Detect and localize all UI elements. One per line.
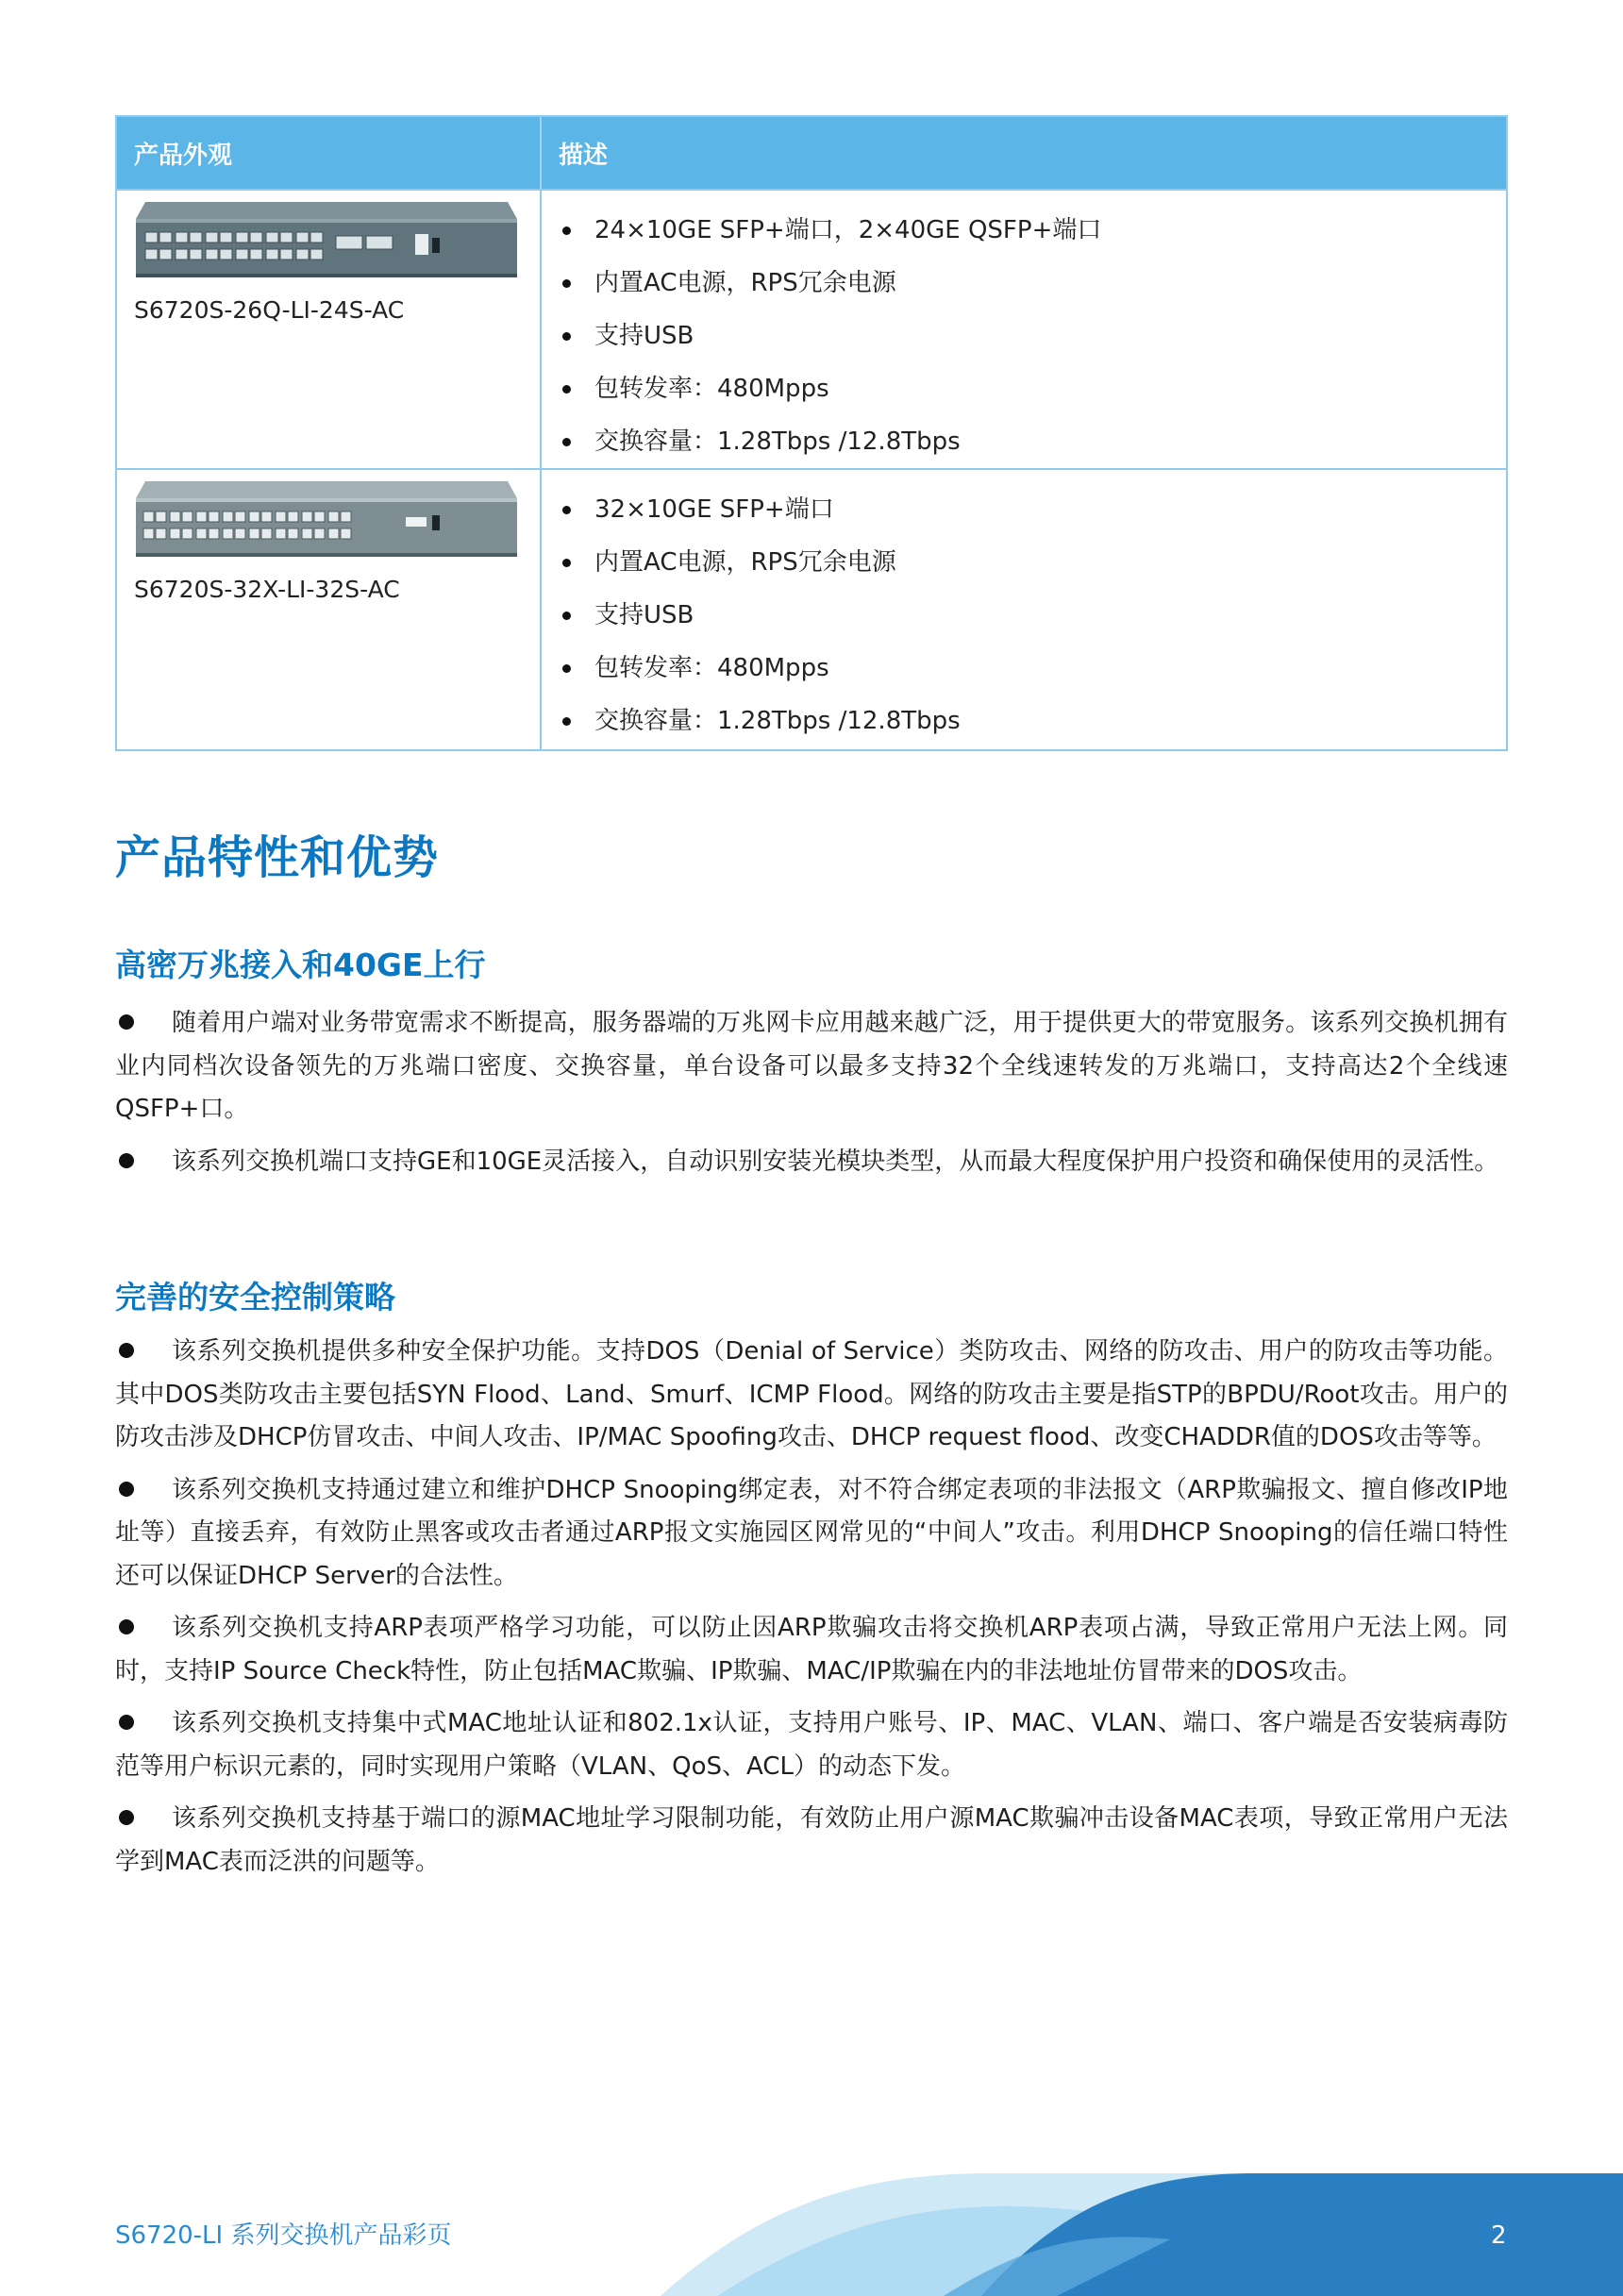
spec-item bbox=[542, 695, 1506, 747]
spec-item bbox=[542, 536, 1506, 589]
bullet-icon bbox=[562, 612, 571, 620]
subsection-heading: 完善的安全控制策略 bbox=[115, 1279, 395, 1316]
paragraph-text: 该系列交换机提供多种安全保护功能。支持DOS（Denial of Service）类防攻击、网络的防攻击、用户的防攻击等功能。其中DOS类防攻击主要包括SYN Flood、Land、Smurf、ICMP Flood。网络的防攻击主要是指STP的BPDU/Root攻击。用户的防攻击涉及DHCP仿冒攻击、中间人攻击、IP/MAC Spoofing攻击、DHCP request flood、改变CHADDR值的DOS攻击等等。 bbox=[115, 1337, 1508, 1451]
spec-list bbox=[542, 470, 1506, 747]
switch-image bbox=[132, 198, 521, 281]
spec-item bbox=[542, 257, 1506, 310]
feature-paragraph bbox=[115, 1331, 1508, 1460]
footer-document-title: S6720-LI 系列交换机产品彩页 bbox=[115, 2221, 452, 2250]
header-appearance: 产品外观 bbox=[117, 117, 542, 189]
spec-text: 支持USB bbox=[594, 601, 694, 629]
spec-text: 交换容量：1.28Tbps /12.8Tbps bbox=[594, 427, 961, 456]
spec-item bbox=[542, 204, 1506, 257]
feature-paragraph bbox=[115, 1798, 1508, 1884]
product-spec-cell bbox=[542, 470, 1506, 749]
feature-paragraph bbox=[115, 1469, 1508, 1599]
feature-paragraph bbox=[115, 1702, 1508, 1788]
spec-text: 内置AC电源，RPS冗余电源 bbox=[594, 548, 896, 577]
bullet-icon bbox=[562, 226, 571, 235]
spec-item bbox=[542, 589, 1506, 642]
bullet-icon bbox=[119, 1619, 134, 1634]
feature-paragraph bbox=[115, 1002, 1508, 1131]
bullet-icon bbox=[562, 664, 571, 673]
bullet-icon bbox=[119, 1810, 134, 1825]
section-title: 产品特性和优势 bbox=[115, 831, 440, 884]
header-description: 描述 bbox=[559, 141, 609, 170]
spec-item bbox=[542, 415, 1506, 468]
bullet-icon bbox=[562, 438, 571, 446]
bullet-icon bbox=[562, 717, 571, 726]
product-appearance-cell bbox=[117, 470, 542, 749]
product-spec-cell bbox=[542, 191, 1506, 468]
paragraph-text: 随着用户端对业务带宽需求不断提高，服务器端的万兆网卡应用越来越广泛，用于提供更大的带宽服务。该系列交换机拥有业内同档次设备领先的万兆端口密度、交换容量，单台设备可以最多支持32个全线速转发的万兆端口，支持高达2个全线速QSFP+口。 bbox=[115, 1009, 1508, 1123]
table-header bbox=[117, 117, 1506, 189]
paragraph-group bbox=[115, 1331, 1508, 1893]
bullet-icon bbox=[119, 1153, 134, 1168]
spec-text: 包转发率：480Mpps bbox=[594, 654, 829, 682]
bullet-icon bbox=[562, 559, 571, 567]
paragraph-text: 该系列交换机支持通过建立和维护DHCP Snooping绑定表，对不符合绑定表项的非法报文（ARP欺骗报文、擅自修改IP地址等）直接丢弃，有效防止黑客或攻击者通过ARP报文实施园区网常见的“中间人”攻击。利用DHCP Snooping的信任端口特性还可以保证DHCP Server的合法性。 bbox=[115, 1475, 1508, 1590]
model-name: S6720S-26Q-LI-24S-AC bbox=[134, 296, 405, 324]
spec-text: 24×10GE SFP+端口，2×40GE QSFP+端口 bbox=[594, 216, 1102, 244]
paragraph-text: 该系列交换机支持基于端口的源MAC地址学习限制功能，有效防止用户源MAC欺骗冲击设备MAC表项，导致正常用户无法学到MAC表而泛洪的问题等。 bbox=[115, 1804, 1508, 1876]
table-row bbox=[117, 189, 1506, 468]
spec-text: 32×10GE SFP+端口 bbox=[594, 495, 834, 524]
bullet-icon bbox=[562, 385, 571, 394]
bullet-icon bbox=[119, 1715, 134, 1730]
table-row bbox=[117, 468, 1506, 749]
paragraph-text: 该系列交换机支持集中式MAC地址认证和802.1x认证，支持用户账号、IP、MAC、VLAN、端口、客户端是否安装病毒防范等用户标识元素的，同时实现用户策略（VLAN、QoS、ACL）的动态下发。 bbox=[115, 1709, 1508, 1781]
paragraph-text: 该系列交换机支持ARP表项严格学习功能，可以防止因ARP欺骗攻击将交换机ARP表项占满，导致正常用户无法上网。同时，支持IP Source Check特性，防止包括MAC欺骗、IP欺骗、MAC/IP欺骗在内的非法地址仿冒带来的DOS攻击。 bbox=[115, 1614, 1508, 1685]
bullet-icon bbox=[562, 506, 571, 514]
page-number: 2 bbox=[1491, 2221, 1507, 2250]
spec-text: 内置AC电源，RPS冗余电源 bbox=[594, 269, 896, 297]
product-table bbox=[115, 115, 1508, 751]
spec-text: 交换容量：1.28Tbps /12.8Tbps bbox=[594, 707, 961, 735]
spec-item bbox=[542, 642, 1506, 695]
spec-text: 包转发率：480Mpps bbox=[594, 375, 829, 403]
feature-paragraph bbox=[115, 1141, 1508, 1184]
bullet-icon bbox=[562, 332, 571, 341]
model-name: S6720S-32X-LI-32S-AC bbox=[134, 576, 400, 603]
spec-item bbox=[542, 310, 1506, 362]
paragraph-text: 该系列交换机端口支持GE和10GE灵活接入，自动识别安装光模块类型，从而最大程度保护用户投资和确保使用的灵活性。 bbox=[172, 1147, 1499, 1176]
subsection-heading: 高密万兆接入和40GE上行 bbox=[115, 947, 486, 983]
switch-image bbox=[132, 478, 521, 561]
spec-list bbox=[542, 191, 1506, 468]
bullet-icon bbox=[562, 279, 571, 288]
spec-text: 支持USB bbox=[594, 322, 694, 350]
product-appearance-cell bbox=[117, 191, 542, 468]
spec-item bbox=[542, 483, 1506, 536]
feature-paragraph bbox=[115, 1607, 1508, 1693]
bullet-icon bbox=[119, 1014, 134, 1030]
bullet-icon bbox=[119, 1482, 134, 1497]
spec-item bbox=[542, 362, 1506, 415]
bullet-icon bbox=[119, 1343, 134, 1358]
paragraph-group bbox=[115, 1002, 1508, 1193]
